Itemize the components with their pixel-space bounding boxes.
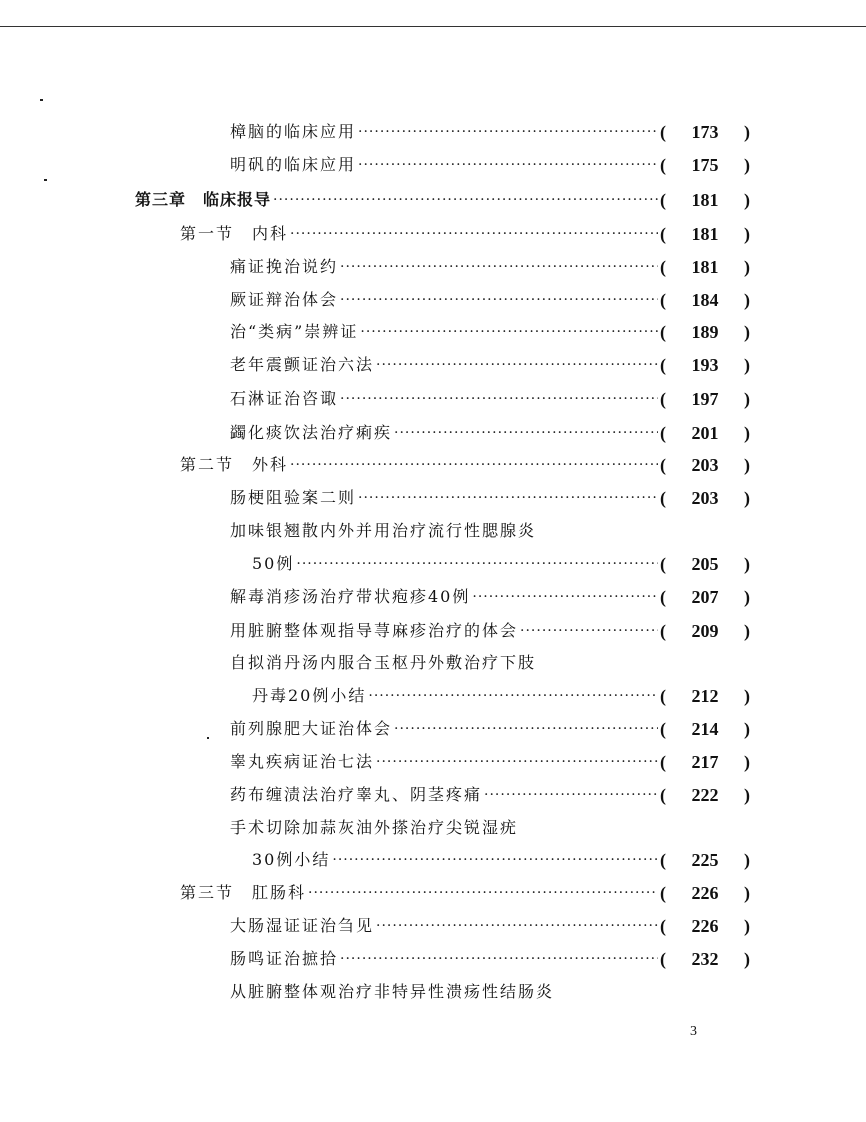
toc-entry-title: 石淋证治咨诹 <box>230 389 339 408</box>
dot-leader <box>394 715 658 743</box>
dot-leader <box>376 351 658 379</box>
toc-entry-page: ( 201 ) <box>660 419 750 447</box>
dot-leader <box>340 253 658 281</box>
toc-entry-page: ( 181 ) <box>660 220 750 248</box>
section-heading <box>180 879 660 907</box>
toc-entry <box>230 945 660 973</box>
toc-entry-page: ( 205 ) <box>660 550 750 578</box>
toc-entry-title: 第一节 内科 <box>180 224 289 243</box>
toc-entry <box>230 286 660 314</box>
dot-leader <box>376 748 658 776</box>
page-ref: 225 <box>691 850 719 870</box>
page-ref: 181 <box>691 190 719 210</box>
dot-leader <box>308 879 658 907</box>
speck-mark <box>40 99 43 101</box>
toc-entry <box>230 484 660 512</box>
toc-entry <box>230 419 660 447</box>
toc-entry <box>252 550 660 578</box>
toc-entry-title: 大肠湿证证治刍见 <box>230 916 375 935</box>
toc-entry-title-line1: 从脏腑整体观治疗非特异性溃疡性结肠炎 <box>230 982 555 1001</box>
chapter-heading <box>135 186 660 214</box>
page-ref: 181 <box>691 257 719 277</box>
toc-entry-page: ( 226 ) <box>660 879 750 907</box>
toc-entry-title: 丹毒20例小结 <box>252 686 367 705</box>
toc-entry-title: 30例小结 <box>252 850 331 869</box>
toc-entry-page: ( 222 ) <box>660 781 750 809</box>
page-ref: 201 <box>691 423 719 443</box>
page-ref: 189 <box>691 322 719 342</box>
toc-entry <box>230 118 660 146</box>
section-heading <box>180 451 660 479</box>
page-ref: 197 <box>691 389 719 409</box>
page-ref: 181 <box>691 224 719 244</box>
dot-leader <box>358 118 658 146</box>
toc-entry-page: ( 181 ) <box>660 186 750 214</box>
toc-entry-page: ( 217 ) <box>660 748 750 776</box>
toc-entry <box>230 385 660 413</box>
toc-entry <box>230 912 660 940</box>
dot-leader <box>340 286 658 314</box>
toc-entry-title: 厥证辩治体会 <box>230 290 339 309</box>
dot-leader <box>360 318 658 346</box>
page-ref: 226 <box>691 883 719 903</box>
page-ref: 193 <box>691 355 719 375</box>
speck-mark <box>44 179 47 181</box>
toc-entry-title: 樟脑的临床应用 <box>230 122 357 141</box>
toc-entry-title: 肠梗阻验案二则 <box>230 488 357 507</box>
toc-entry <box>230 351 660 379</box>
toc-entry-page: ( 175 ) <box>660 151 750 179</box>
page-ref: 205 <box>691 554 719 574</box>
toc-entry-page: ( 203 ) <box>660 484 750 512</box>
toc-entry-page: ( 173 ) <box>660 118 750 146</box>
page-ref: 184 <box>691 290 719 310</box>
speck-mark <box>207 737 209 739</box>
dot-leader <box>358 151 658 179</box>
toc-entry-title-line1: 自拟消丹汤内服合玉枢丹外敷治疗下肢 <box>230 653 537 672</box>
toc-entry-title-line1: 加味银翘散内外并用治疗流行性腮腺炎 <box>230 521 537 540</box>
page-ref: 217 <box>691 752 719 772</box>
toc-entry-title: 第三节 肛肠科 <box>180 883 307 902</box>
toc-entry-title: 第二节 外科 <box>180 455 289 474</box>
toc-entry-title: 蠲化痰饮法治疗痢疾 <box>230 423 393 442</box>
toc-entry <box>230 781 660 809</box>
toc-entry-title: 明矾的临床应用 <box>230 155 357 174</box>
toc-entry-page: ( 207 ) <box>660 583 750 611</box>
toc-entry-page: ( 226 ) <box>660 912 750 940</box>
toc-entry-title: 治“类病”崇辨证 <box>230 322 359 341</box>
dot-leader <box>358 484 658 512</box>
toc-entry <box>230 318 660 346</box>
top-rule <box>0 26 866 27</box>
toc-entry-page: ( 197 ) <box>660 385 750 413</box>
toc-entry <box>230 151 660 179</box>
toc-entry-title-line1: 手术切除加蒜灰油外搽治疗尖锐湿疣 <box>230 818 519 837</box>
toc-entry-page: ( 184 ) <box>660 286 750 314</box>
dot-leader <box>296 550 658 578</box>
toc-entry-title: 痛证挽治说约 <box>230 257 339 276</box>
dot-leader <box>368 682 658 710</box>
toc-entry-page: ( 189 ) <box>660 318 750 346</box>
dot-leader <box>273 186 658 214</box>
page-ref: 232 <box>691 949 719 969</box>
toc-entry <box>230 715 660 743</box>
toc-entry <box>230 253 660 281</box>
section-heading <box>180 220 660 248</box>
toc-entry <box>252 846 660 874</box>
toc-entry-title: 老年震颤证治六法 <box>230 355 375 374</box>
dot-leader <box>520 617 658 645</box>
toc-entry <box>230 617 660 645</box>
page-ref: 175 <box>691 155 719 175</box>
dot-leader <box>332 846 658 874</box>
toc-entry-page: ( 225 ) <box>660 846 750 874</box>
toc-entry-title: 用脏腑整体观指导荨麻疹治疗的体会 <box>230 621 519 640</box>
toc-entry <box>230 583 660 611</box>
page-ref: 214 <box>691 719 719 739</box>
toc-entry-title: 药布缠渍法治疗睾丸、阴茎疼痛 <box>230 785 483 804</box>
toc-entry-title: 睾丸疾病证治七法 <box>230 752 375 771</box>
page-ref: 207 <box>691 587 719 607</box>
toc-entry-title: 肠鸣证治摭拾 <box>230 949 339 968</box>
page-ref: 203 <box>691 455 719 475</box>
toc-entry-page: ( 212 ) <box>660 682 750 710</box>
toc-entry-title: 前列腺肥大证治体会 <box>230 719 393 738</box>
toc-entry-page: ( 203 ) <box>660 451 750 479</box>
dot-leader <box>376 912 658 940</box>
toc-entry <box>252 682 660 710</box>
dot-leader <box>484 781 658 809</box>
dot-leader <box>394 419 658 447</box>
toc-entry <box>230 748 660 776</box>
toc-entry-page: ( 232 ) <box>660 945 750 973</box>
dot-leader <box>472 583 658 611</box>
toc-entry-page: ( 181 ) <box>660 253 750 281</box>
toc-entry-page: ( 214 ) <box>660 715 750 743</box>
page-ref: 209 <box>691 621 719 641</box>
page-ref: 226 <box>691 916 719 936</box>
page-ref: 173 <box>691 122 719 142</box>
page-number: 3 <box>690 1024 697 1039</box>
dot-leader <box>340 385 658 413</box>
page-ref: 212 <box>691 686 719 706</box>
toc-entry-title: 第三章 临床报导 <box>135 190 272 209</box>
page-ref: 203 <box>691 488 719 508</box>
dot-leader <box>290 451 658 479</box>
toc-entry-page: ( 193 ) <box>660 351 750 379</box>
dot-leader <box>340 945 658 973</box>
toc-entry-page: ( 209 ) <box>660 617 750 645</box>
toc-entry-title: 50例 <box>252 554 295 573</box>
dot-leader <box>290 220 658 248</box>
page-ref: 222 <box>691 785 719 805</box>
toc-entry-title: 解毒消疹汤治疗带状疱疹40例 <box>230 587 471 606</box>
